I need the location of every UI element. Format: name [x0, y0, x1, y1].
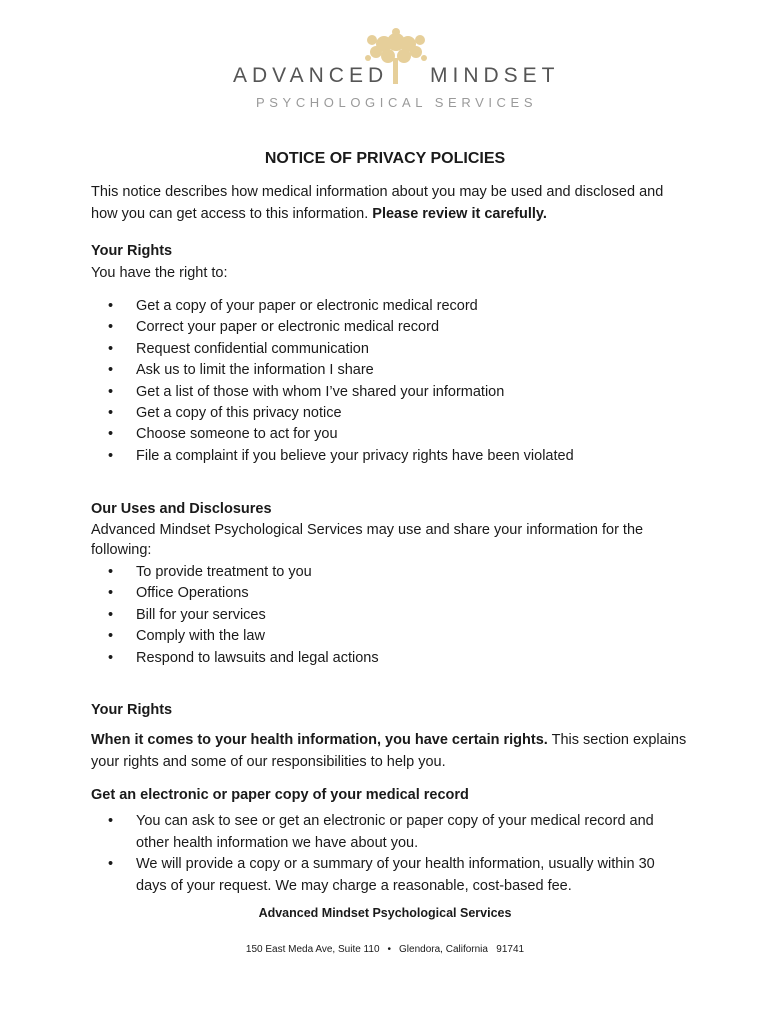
footer-address [0, 944, 770, 955]
rights-list [108, 296, 574, 467]
footer-city: Glendora, California 91741 [399, 944, 525, 955]
rights-detail-heading: Your Rights [91, 702, 173, 718]
logo-word-mindset: MINDSET [430, 64, 560, 87]
list-item: • We will provide a copy or a summary of your health information, usually within 30 days of your request. We may charge a reasonable, cost-based fee. [108, 854, 688, 897]
list-item: • Bill for your services [108, 605, 379, 626]
list-item: • Request confidential communication [108, 339, 574, 360]
rights-lead: You have the right to: [91, 265, 228, 281]
list-item: • Ask us to limit the information I share [108, 360, 574, 381]
intro-paragraph [91, 181, 691, 225]
list-item: • Respond to lawsuits and legal actions [108, 648, 379, 669]
footer-separator: • [387, 944, 392, 955]
list-item: • Office Operations [108, 583, 379, 604]
rights-detail-paragraph [91, 729, 691, 773]
list-item: • Get a copy of this privacy notice [108, 403, 574, 424]
list-item: • Choose someone to act for you [108, 424, 574, 445]
list-item: • You can ask to see or get an electronic or paper copy of your medical record and other health information we have about you. [108, 811, 688, 854]
rights-detail-bold: When it comes to your health information, you have certain rights. [91, 732, 548, 748]
uses-lead: Advanced Mindset Psychological Services may use and share your information for the following: [91, 522, 644, 558]
logo-word-advanced: ADVANCED [233, 64, 389, 87]
rights-heading: Your Rights [91, 243, 173, 259]
list-item: • Correct your paper or electronic medical record [108, 317, 574, 338]
footer-street: 150 East Meda Ave, Suite 110 [245, 944, 380, 955]
uses-list [108, 562, 379, 669]
list-item: • Get a copy of your paper or electronic medical record [108, 296, 574, 317]
list-item: • File a complaint if you believe your privacy rights have been violated [108, 446, 574, 467]
page-title: NOTICE OF PRIVACY POLICIES [264, 150, 506, 167]
uses-heading: Our Uses and Disclosures [91, 501, 272, 517]
intro-bold-text: Please review it carefully. [372, 206, 547, 222]
copy-list [108, 811, 688, 897]
rights-detail-text: This section explains your rights and some of our responsibilities to help you. [91, 732, 687, 770]
list-item: • Get a list of those with whom I’ve shared your information [108, 382, 574, 403]
logo [0, 28, 770, 118]
list-item: • To provide treatment to you [108, 562, 379, 583]
footer-company-name: Advanced Mindset Psychological Services [258, 906, 512, 920]
logo-subtitle: PSYCHOLOGICAL SERVICES [256, 95, 538, 110]
intro-text: This notice describes how medical information about you may be used and disclosed and how you can get access to this information. [91, 184, 664, 222]
copy-heading: Get an electronic or paper copy of your medical record [91, 787, 469, 803]
list-item: • Comply with the law [108, 626, 379, 647]
